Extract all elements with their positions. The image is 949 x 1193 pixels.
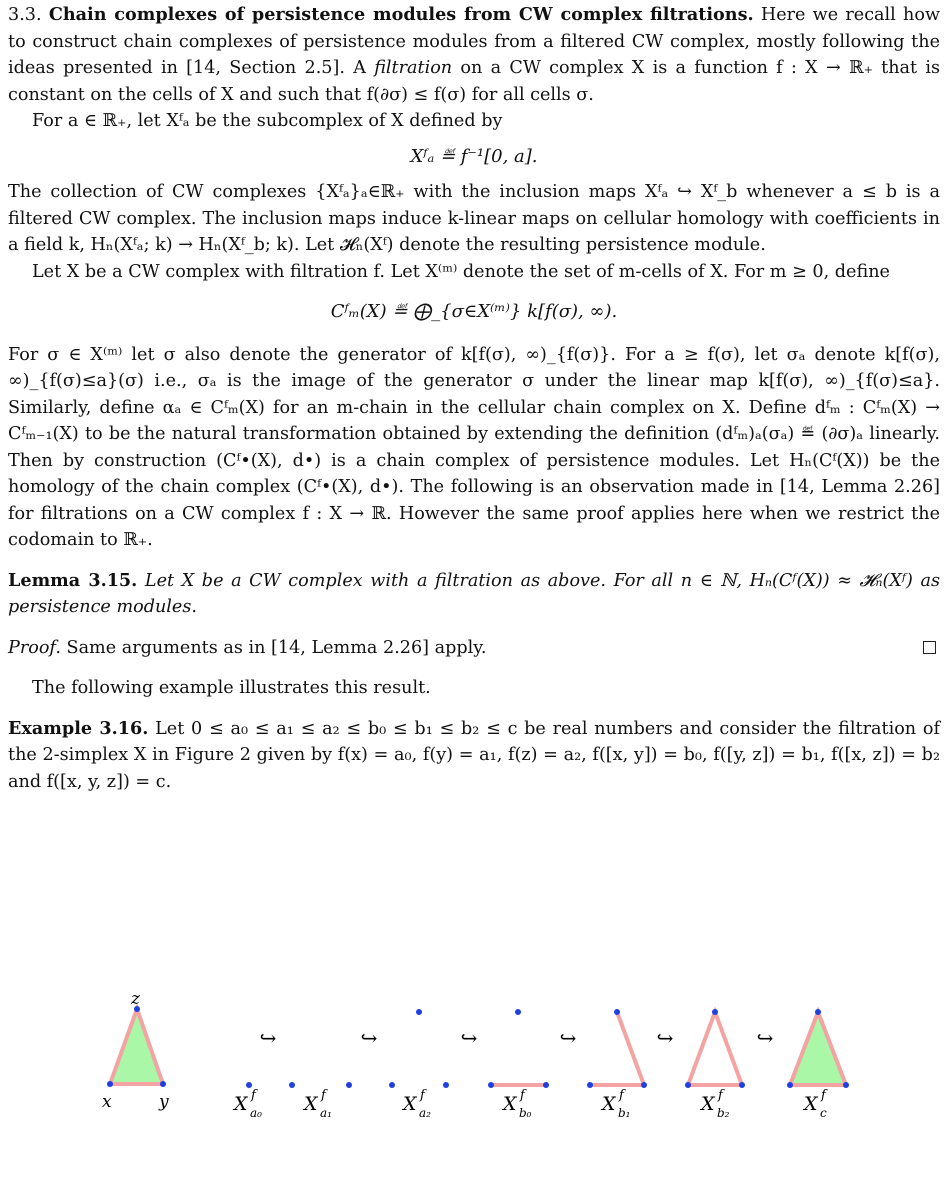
stage-b0-vertex-x bbox=[488, 1082, 494, 1088]
stage-a2-vertex-y bbox=[443, 1082, 449, 1088]
svg-text:b₂: b₂ bbox=[717, 1106, 730, 1120]
inclusion-arrow-3: ↪ bbox=[460, 1026, 478, 1050]
filtered-complex-paragraph: The collection of CW complexes {Xᶠₐ}ₐ∈ℝ₊ with the inclusion maps Xᶠₐ ↪ Xᶠ_b whenever a ≤ b is a filtered CW complex. The inclusion maps induce k-linear maps on cellular homology with coefficients in a field k, Hₙ(Xᶠₐ; k) → Hₙ(Xᶠ_b; k). Let 𝓗ₙ(Xᶠ) denote the resulting persistence module. bbox=[8, 182, 940, 255]
svg-text:X: X bbox=[701, 1093, 715, 1115]
section-number: 3.3. bbox=[8, 5, 42, 25]
equation-chain-module: Cᶠₘ(X) ≝ ⨁_{σ∈X⁽ᵐ⁾} k[f(σ), ∞). bbox=[330, 301, 618, 322]
filtration-figure bbox=[0, 987, 949, 1193]
lemma-label: Lemma 3.15. bbox=[8, 569, 138, 591]
stage-c-vertex-z bbox=[815, 1009, 821, 1015]
svg-text:f: f bbox=[321, 1088, 326, 1103]
cells-paragraph: Let X be a CW complex with filtration f. Let X⁽ᵐ⁾ denote the set of m-cells of X. For m ≥ 0, define bbox=[32, 261, 890, 282]
stage-b1-vertex-z bbox=[614, 1009, 620, 1015]
stage-c-face bbox=[790, 1012, 846, 1085]
stage-b1-edge-yz bbox=[617, 1012, 644, 1085]
vertex-label-y: y bbox=[159, 1092, 169, 1112]
example-text: Let 0 ≤ a₀ ≤ a₁ ≤ a₂ ≤ b₀ ≤ b₁ ≤ b₂ ≤ c be real numbers and consider the filtration of the 2-simplex X in Figure 2 given by f(x) = a₀, f(y) = a₁, f(z) = a₂, f([x, y]) = b₀, f([y, z]) = b₁, f([x, z]) = b₂ and f([x, y, z]) = c. bbox=[8, 718, 940, 792]
filtration-term: filtration bbox=[374, 58, 453, 78]
stage-b2-vertex-y bbox=[739, 1082, 745, 1088]
stage-label-c bbox=[802, 1088, 828, 1120]
svg-text:a₂: a₂ bbox=[419, 1106, 431, 1120]
stage-b0-vertex-z bbox=[515, 1009, 521, 1015]
inclusion-arrow-2: ↪ bbox=[360, 1026, 378, 1050]
svg-text:b₀: b₀ bbox=[519, 1106, 532, 1120]
stage-label-b2 bbox=[699, 1088, 730, 1120]
vertex-x bbox=[107, 1081, 113, 1087]
inclusion-arrow-5: ↪ bbox=[656, 1026, 674, 1050]
stage-a2-vertex-z bbox=[416, 1009, 422, 1015]
svg-text:b₁: b₁ bbox=[618, 1106, 631, 1120]
example-intro-paragraph: The following example illustrates this result. bbox=[32, 678, 431, 698]
inclusion-arrow-6: ↪ bbox=[756, 1026, 774, 1050]
vertex-label-x: x bbox=[102, 1092, 112, 1112]
stage-b0-vertex-y bbox=[543, 1082, 549, 1088]
example-label: Example 3.16. bbox=[8, 717, 149, 739]
qed-symbol bbox=[923, 641, 936, 654]
stage-c-vertex-x bbox=[787, 1082, 793, 1088]
inclusion-arrow-1: ↪ bbox=[259, 1026, 277, 1050]
svg-text:f: f bbox=[718, 1088, 723, 1103]
stage-a1-vertex-x bbox=[289, 1082, 295, 1088]
generator-paragraph: For σ ∈ X⁽ᵐ⁾ let σ also denote the generator of k[f(σ), ∞)_{f(σ)}. For a ≥ f(σ), let σₐ denote k[f(σ), ∞)_{f(σ)≤a}(σ) i.e., σₐ is the image of the generator σ under the linear map k[f(σ), ∞)_{f(σ)≤a}. Similarly, define αₐ ∈ Cᶠₘ(X) for an m-chain in the cellular chain complex on X. Define dᶠₘ : Cᶠₘ(X) → Cᶠₘ₋₁(X) to be the natural transformation obtained by extending the definition (dᶠₘ)ₐ(σₐ) ≝ (∂σ)ₐ linearly. Then by construction (Cᶠ•(X), d•) is a chain complex of persistence modules. Let Hₙ(Cᶠ(X)) be the homology of the chain complex (Cᶠ•(X), d•). The following is an observation made in [14, Lemma 2.26] for filtrations on a CW complex f : X → ℝ. However the same proof applies here when we restrict the codomain to ℝ₊. bbox=[8, 344, 940, 550]
paper-page bbox=[8, 0, 940, 795]
svg-text:X: X bbox=[403, 1093, 417, 1115]
stage-a2-vertex-x bbox=[389, 1082, 395, 1088]
svg-text:c: c bbox=[820, 1106, 827, 1120]
stage-a1-vertex-y bbox=[346, 1082, 352, 1088]
svg-text:f: f bbox=[520, 1088, 525, 1103]
stage-b1-vertex-y bbox=[641, 1082, 647, 1088]
section-title: Chain complexes of persistence modules from CW complex filtrations. bbox=[48, 4, 754, 25]
stage-label-b1 bbox=[600, 1088, 631, 1120]
svg-text:a₁: a₁ bbox=[320, 1106, 332, 1120]
svg-text:f: f bbox=[619, 1088, 624, 1103]
stage-label-a1 bbox=[302, 1088, 332, 1120]
svg-text:X: X bbox=[503, 1093, 517, 1115]
stage-label-a0 bbox=[232, 1088, 262, 1120]
svg-text:X: X bbox=[234, 1093, 248, 1115]
proof-text: Same arguments as in [14, Lemma 2.26] apply. bbox=[66, 637, 487, 658]
lemma-text: Let X be a CW complex with a filtration as above. For all n ∈ ℕ, Hₙ(Cᶠ(X)) ≈ 𝓗ₙ(Xᶠ) as persistence modules. bbox=[8, 570, 940, 617]
vertex-y bbox=[160, 1081, 166, 1087]
section-intro-rest: on a CW complex X is a function f : X → ℝ₊ that is constant on the cells of X and such that f(∂σ) ≤ f(σ) for all cells σ. bbox=[8, 58, 941, 105]
subcomplex-paragraph: For a ∈ ℝ₊, let Xᶠₐ be the subcomplex of X defined by bbox=[32, 111, 503, 131]
stage-c-vertex-y bbox=[843, 1082, 849, 1088]
stage-b2-vertex-z bbox=[712, 1009, 718, 1015]
svg-text:f: f bbox=[420, 1088, 425, 1103]
stage-b1-vertex-x bbox=[587, 1082, 593, 1088]
proof-label: Proof. bbox=[8, 637, 61, 658]
lemma-statement bbox=[8, 568, 940, 621]
svg-text:f: f bbox=[821, 1088, 826, 1103]
svg-text:X: X bbox=[602, 1093, 616, 1115]
section-paragraph-1 bbox=[8, 2, 940, 108]
section-intro-text: Here we recall how to construct chain complexes of persistence modules from a filtered CW complex, mostly following the ideas presented in [14, Section 2.5]. A bbox=[8, 5, 941, 78]
svg-text:f: f bbox=[251, 1088, 256, 1103]
inclusion-arrow-4: ↪ bbox=[559, 1026, 577, 1050]
stage-b2-edges bbox=[688, 1012, 742, 1085]
svg-text:X: X bbox=[804, 1093, 818, 1115]
simplex-face bbox=[110, 1009, 163, 1084]
stage-label-b0 bbox=[501, 1088, 532, 1120]
proof bbox=[8, 635, 940, 662]
vertex-label-z: z bbox=[131, 989, 140, 1009]
example-statement bbox=[8, 716, 940, 796]
svg-text:a₀: a₀ bbox=[250, 1106, 262, 1120]
svg-text:X: X bbox=[304, 1093, 318, 1115]
stage-b2-vertex-x bbox=[685, 1082, 691, 1088]
equation-subcomplex: Xᶠₐ ≝ f⁻¹[0, a]. bbox=[410, 145, 538, 167]
stage-label-a2 bbox=[401, 1088, 431, 1120]
